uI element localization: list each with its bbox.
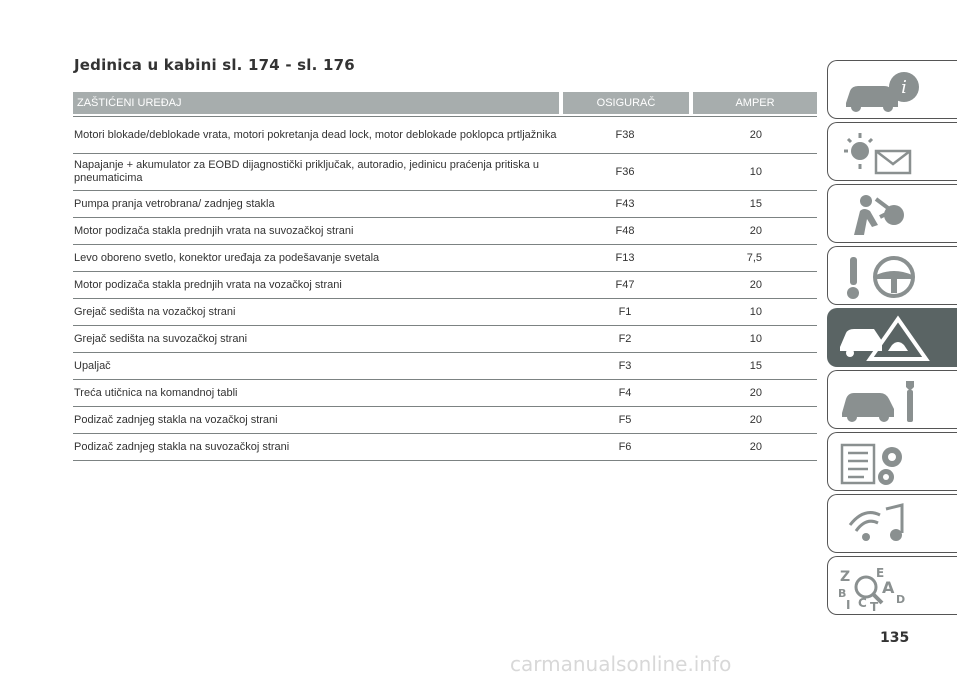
cell-ampere: 20 (749, 279, 762, 291)
table-row (73, 116, 817, 154)
svg-text:T: T (870, 600, 879, 611)
tab-warning-lights[interactable] (827, 122, 957, 181)
key-steering-wheel-icon (836, 253, 936, 301)
header-fuse: OSIGURAČ (563, 92, 689, 114)
table-row (73, 272, 817, 299)
cell-ampere: 10 (749, 166, 762, 178)
table-row (73, 407, 817, 434)
car-info-icon (836, 67, 936, 115)
table-row (73, 299, 817, 326)
table-row (73, 434, 817, 461)
watermark: carmanualsonline.info (510, 652, 732, 676)
cell-fuse: F3 (618, 360, 632, 372)
svg-text:i: i (901, 77, 907, 98)
cell-fuse: F48 (615, 225, 635, 237)
tab-index[interactable] (827, 556, 957, 615)
cell-fuse: F5 (618, 414, 632, 426)
cell-fuse: F2 (618, 333, 632, 345)
cell-device: Pumpa pranja vetrobrana/ zadnjeg stakla (74, 197, 275, 210)
cell-device: Upaljač (74, 359, 111, 372)
cell-device: Levo oboreno svetlo, konektor uređaja za podešavanje svetala (74, 251, 380, 264)
cell-ampere: 7,5 (746, 252, 762, 264)
cell-ampere: 20 (749, 129, 762, 141)
cell-ampere: 20 (749, 225, 762, 237)
cell-ampere: 20 (749, 414, 762, 426)
svg-text:A: A (882, 578, 895, 597)
fuse-table (73, 92, 817, 461)
tab-technical-data[interactable] (827, 432, 957, 491)
airbag-safety-icon (836, 191, 936, 239)
cell-device: Motori blokade/deblokade vrata, motori pokretanja dead lock, motor deblokade poklopca prtljažnika (74, 128, 557, 141)
cell-fuse: F43 (615, 198, 635, 210)
tab-multimedia[interactable] (827, 494, 957, 553)
cell-device: Grejač sedišta na vozačkoj strani (74, 305, 236, 318)
table-row (73, 380, 817, 407)
cell-device: Motor podizača stakla prednjih vrata na suvozačkoj strani (74, 224, 354, 237)
svg-text:B: B (838, 587, 847, 600)
table-body (73, 116, 817, 461)
cell-ampere: 15 (749, 360, 762, 372)
tab-maintenance[interactable] (827, 370, 957, 429)
table-row (73, 154, 817, 191)
cell-fuse: F36 (615, 166, 635, 178)
page-title: Jedinica u kabini sl. 174 - sl. 176 (74, 56, 355, 74)
tab-starting-driving[interactable] (827, 246, 957, 305)
cell-fuse: F4 (618, 387, 632, 399)
table-row (73, 353, 817, 380)
cell-device: Grejač sedišta na suvozačkoj strani (74, 332, 248, 345)
technical-data-gears-icon (836, 439, 936, 487)
svg-text:D: D (896, 593, 906, 606)
cell-device: Napajanje + akumulator za EOBD dijagnostički priključak, autoradio, jedinicu praćenja pritiska u pneumaticima (74, 159, 539, 184)
table-header (73, 92, 817, 114)
table-row (73, 191, 817, 218)
cell-device: Treća utičnica na komandnoj tabli (74, 386, 238, 399)
svg-text:I: I (846, 598, 851, 611)
cell-device: Motor podizača stakla prednjih vrata na vozačkoj strani (74, 278, 342, 291)
multimedia-music-icon (836, 501, 936, 549)
cell-ampere: 20 (749, 387, 762, 399)
cell-ampere: 20 (749, 441, 762, 453)
car-maintenance-wrench-icon (836, 377, 936, 425)
tab-safety[interactable] (827, 184, 957, 243)
cell-fuse: F13 (615, 252, 635, 264)
header-protected-device: ZAŠTIĆENI UREĐAJ (73, 92, 559, 114)
page-number: 135 (880, 630, 910, 646)
cell-fuse: F47 (615, 279, 635, 291)
header-ampere: AMPER (693, 92, 817, 114)
cell-ampere: 15 (749, 198, 762, 210)
svg-text:Z: Z (840, 569, 851, 585)
cell-device: Podizač zadnjeg stakla na vozačkoj strani (74, 413, 278, 426)
table-row (73, 326, 817, 353)
cell-ampere: 10 (749, 333, 762, 345)
cell-device: Podizač zadnjeg stakla na suvozačkoj strani (74, 440, 290, 453)
tab-car-info[interactable] (827, 60, 957, 119)
cell-fuse: F6 (618, 441, 632, 453)
cell-fuse: F38 (615, 129, 635, 141)
warning-lights-message-icon (836, 129, 936, 177)
table-row (73, 245, 817, 272)
alphabetical-index-icon (836, 563, 936, 611)
svg-text:C: C (858, 596, 867, 610)
cell-fuse: F1 (618, 306, 632, 318)
cell-ampere: 10 (749, 306, 762, 318)
table-row (73, 218, 817, 245)
emergency-warning-triangle-icon (836, 315, 936, 363)
tab-emergency[interactable] (827, 308, 957, 367)
svg-text:E: E (876, 566, 885, 580)
